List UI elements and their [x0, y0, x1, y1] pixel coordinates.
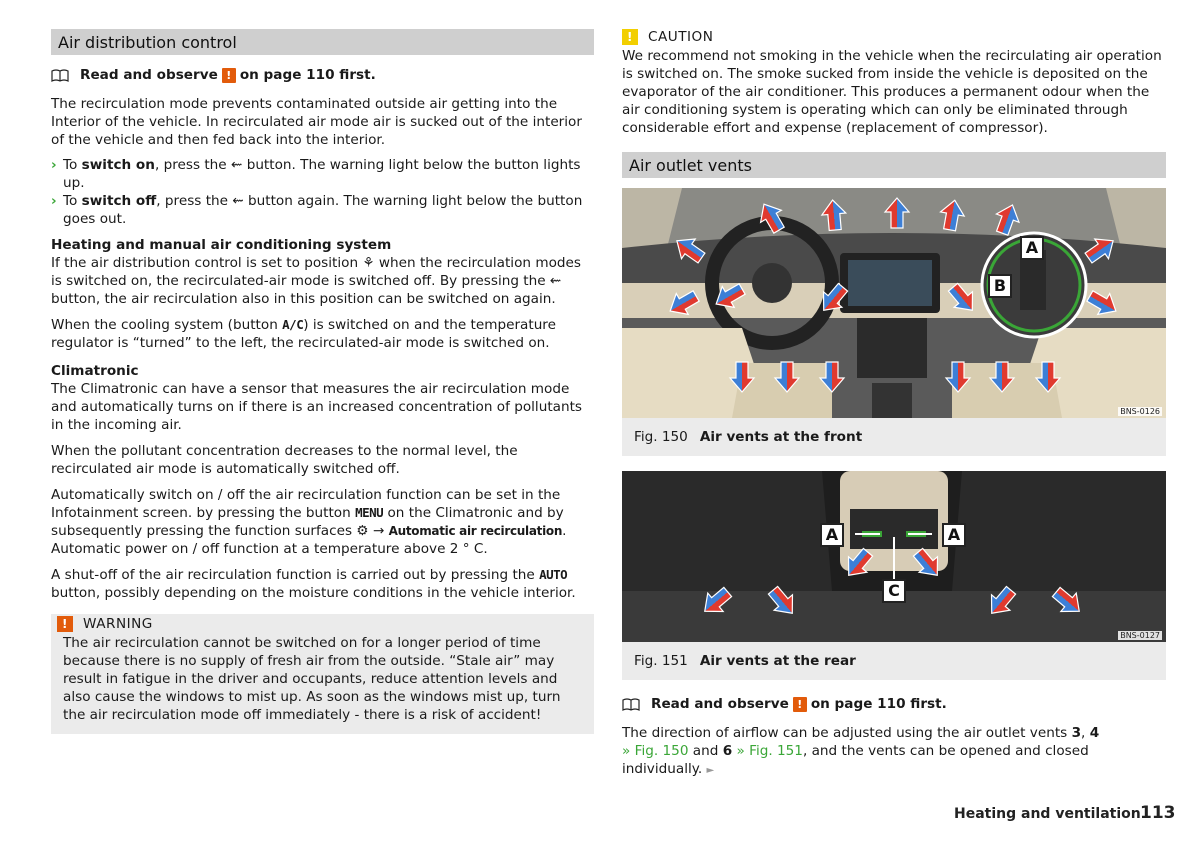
bullet-switch-off: › To switch off, press the ⇜ button again. The warning light below the button goes out. [51, 193, 583, 227]
label-b-marker: B [988, 274, 1012, 298]
direction-paragraph: The direction of airflow can be adjusted using the air outlet vents 3, 4 » Fig. 150 and 6 » Fig. 151, and the vents can be opened and closed individually. ► [622, 725, 1100, 777]
label-a-left-marker: A [820, 523, 844, 547]
fig-151-link[interactable]: » Fig. 151 [736, 743, 803, 759]
continue-arrow-icon: ► [706, 765, 715, 776]
section-title-air-outlet-vents: Air outlet vents [622, 152, 1166, 178]
book-icon [622, 698, 640, 711]
climatronic-paragraph: The Climatronic can have a sensor that measures the air recirculation mode and automatically turns on if there is an increased concentration of pollutants in the incoming air. [51, 381, 583, 433]
left-column [51, 29, 594, 734]
caution-text: We recommend not smoking in the vehicle when the recirculating air operation is switched on. The smoke sucked from inside the vehicle is deposited on the evaporator of the air conditioner. This produces a permanent odour when the air conditioning system is operating which can only be eliminated through considerable effort and expense (replacement of compressor). [622, 48, 1162, 136]
caution-icon: ! [622, 29, 638, 45]
figure-code: BNS-0126 [1120, 407, 1160, 416]
auto-switch-paragraph: Automatically switch on / off the air recirculation function can be set in the Infotainment screen. by pressing the button MENU on the Climatronic and by subsequently pressing the function surfaces ⚙ → Automatic air recirculation. Automatic power on / off function at a temperature above 2 ° C. [51, 487, 567, 557]
rear-vents-illustration [622, 471, 1166, 642]
figure-151 [622, 471, 1166, 680]
warning-header: ! WARNING [57, 614, 582, 634]
front-vents-illustration [622, 188, 1166, 418]
caution-header: ! CAUTION [622, 27, 1166, 47]
right-column [622, 27, 1166, 780]
bullet-switch-on: › To switch on, press the ⇜ button. The warning light below the button lights up. [51, 157, 581, 191]
figure-151-caption: Fig. 151 Air vents at the rear [634, 653, 856, 669]
heating-paragraph: If the air distribution control is set to position ⚘ when the recirculation modes is switched on, the recirculated-air mode is switched off. By pressing the ⇜ button, the air recirculation also in this position can be switched on again. [51, 255, 581, 307]
fig-150-link[interactable]: » Fig. 150 [622, 743, 689, 759]
read-observe-before: Read and observe [80, 67, 218, 83]
page-number: 113 [1140, 803, 1176, 823]
warning-box [51, 614, 594, 734]
label-c-marker: C [882, 579, 906, 603]
pollutant-paragraph: When the pollutant concentration decreases to the normal level, the recirculated air mode is automatically switched off. [51, 443, 518, 477]
heading-climatronic: Climatronic [51, 363, 139, 379]
bullet-arrow-icon: › [51, 193, 57, 209]
footer-section-title: Heating and ventilation [954, 806, 1141, 822]
warning-mark-icon: ! [222, 68, 236, 83]
figure-150 [622, 188, 1166, 456]
label-a-marker: A [1020, 236, 1044, 260]
warning-text: The air recirculation cannot be switched on for a longer period of time because there is no supply of fresh air from the outside. “Stale air” may result in fatigue in the driver and occupants, reduce attention levels and also cause the windows to mist up. As soon as the windows mist up, turn the air recirculation mode off immediately - there is a risk of accident! [63, 635, 561, 723]
heading-heating-manual-ac: Heating and manual air conditioning system [51, 237, 392, 253]
figure-code: BNS-0127 [1120, 631, 1160, 640]
intro-paragraph: The recirculation mode prevents contaminated outside air getting into the Interior of the vehicle. In recirculated air mode air is sucked out of the interior of the vehicle and then fed back into the interior. [51, 96, 582, 148]
warning-mark-icon: ! [793, 697, 807, 712]
read-observe-note [51, 65, 594, 85]
section-title-air-distribution: Air distribution control [51, 29, 594, 55]
read-observe-after: on page 110 first. [239, 67, 376, 83]
bullet-arrow-icon: › [51, 157, 57, 173]
label-a-right-marker: A [942, 523, 966, 547]
cooling-paragraph: When the cooling system (button A/C) is switched on and the temperature regulator is “turned” to the left, the recirculated-air mode is switched on. [51, 317, 556, 351]
warning-icon: ! [57, 616, 73, 632]
book-icon [51, 69, 69, 82]
figure-150-caption: Fig. 150 Air vents at the front [634, 429, 863, 445]
shutoff-paragraph: A shut-off of the air recirculation function is carried out by pressing the AUTO button, possibly depending on the moisture conditions in the vehicle interior. [51, 567, 576, 601]
read-observe-note-right: Read and observe ! on page 110 first. [622, 694, 1166, 714]
